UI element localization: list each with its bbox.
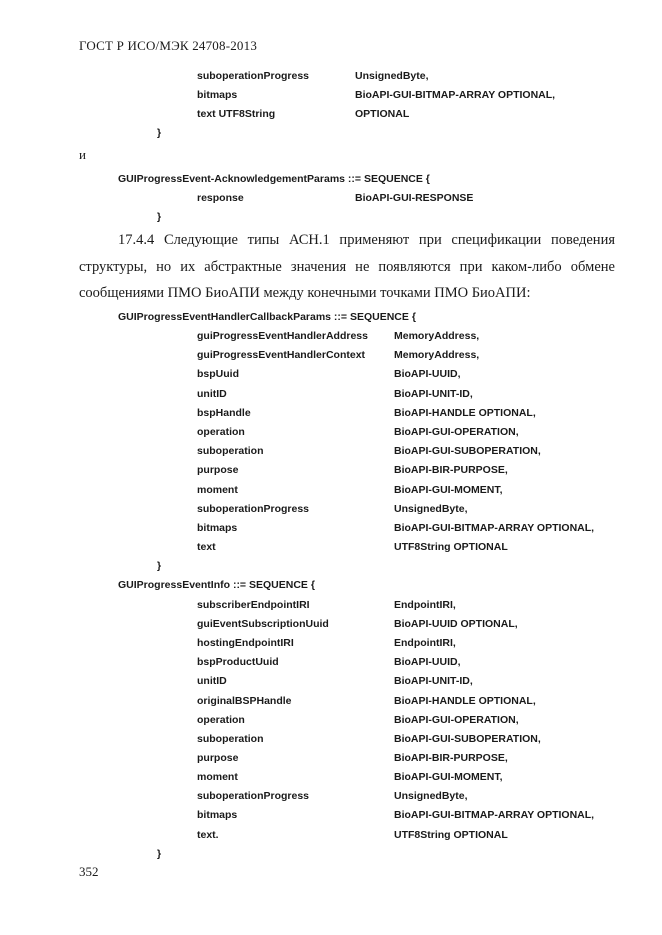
field-name: suboperation <box>197 445 264 457</box>
field-type: UTF8String OPTIONAL <box>394 829 508 841</box>
document-header: ГОСТ Р ИСО/МЭК 24708-2013 <box>79 38 258 53</box>
field-name: bspUuid <box>197 368 239 380</box>
field-name: moment <box>197 771 238 783</box>
field-type: MemoryAddress, <box>394 330 480 342</box>
closing-brace: } <box>157 560 162 572</box>
field-name: suboperationProgress <box>197 70 310 82</box>
field-name: text UTF8String <box>197 108 276 120</box>
field-type: BioAPI-GUI-OPERATION, <box>394 714 519 726</box>
field-name: subscriberEndpointIRI <box>197 599 310 611</box>
field-type: BioAPI-GUI-OPERATION, <box>394 426 519 438</box>
field-name: suboperationProgress <box>197 503 310 515</box>
field-name: operation <box>197 714 245 726</box>
closing-brace: } <box>157 211 162 223</box>
field-name: bspProductUuid <box>197 656 279 668</box>
field-type: BioAPI-BIR-PURPOSE, <box>394 464 508 476</box>
field-type: BioAPI-UUID, <box>394 368 461 380</box>
field-type: UTF8String OPTIONAL <box>394 541 508 553</box>
field-type: MemoryAddress, <box>394 349 480 361</box>
field-type: BioAPI-HANDLE OPTIONAL, <box>394 695 536 707</box>
field-type: BioAPI-UUID, <box>394 656 461 668</box>
closing-brace: } <box>157 127 162 139</box>
sequence-heading: GUIProgressEventHandlerCallbackParams ::= SEQUENCE { <box>118 311 416 323</box>
field-type: BioAPI-BIR-PURPOSE, <box>394 752 508 764</box>
field-name: bspHandle <box>197 407 251 419</box>
sequence-heading: GUIProgressEventInfo ::= SEQUENCE { <box>118 579 315 591</box>
field-name: text. <box>197 829 219 841</box>
field-type: BioAPI-HANDLE OPTIONAL, <box>394 407 536 419</box>
field-type: BioAPI-GUI-SUBOPERATION, <box>394 445 541 457</box>
field-type: BioAPI-GUI-RESPONSE <box>355 192 474 204</box>
field-type: BioAPI-UNIT-ID, <box>394 388 473 400</box>
field-type: BioAPI-GUI-MOMENT, <box>394 484 503 496</box>
field-name: bitmaps <box>197 809 238 821</box>
field-name: unitID <box>197 675 227 687</box>
field-name: text <box>197 541 216 553</box>
field-name: purpose <box>197 752 239 764</box>
field-name: moment <box>197 484 238 496</box>
field-name: suboperationProgress <box>197 790 310 802</box>
field-name: bitmaps <box>197 89 238 101</box>
field-type: EndpointIRI, <box>394 637 456 649</box>
paragraph-line: сообщениями ПМО БиоАПИ между конечными точками ПМО БиоАПИ: <box>79 285 531 301</box>
field-name: suboperation <box>197 733 264 745</box>
field-type: UnsignedByte, <box>394 790 468 802</box>
field-type: BioAPI-UNIT-ID, <box>394 675 473 687</box>
field-name: bitmaps <box>197 522 238 534</box>
field-type: UnsignedByte, <box>355 70 429 82</box>
field-name: guiProgressEventHandlerAddress <box>197 330 368 342</box>
field-name: guiEventSubscriptionUuid <box>197 618 329 630</box>
field-type: BioAPI-GUI-BITMAP-ARRAY OPTIONAL, <box>394 522 595 534</box>
field-type: BioAPI-GUI-SUBOPERATION, <box>394 733 541 745</box>
sequence-heading: GUIProgressEvent-AcknowledgementParams ::= SEQUENCE { <box>118 173 430 185</box>
field-name: operation <box>197 426 245 438</box>
field-name: unitID <box>197 388 227 400</box>
field-type: EndpointIRI, <box>394 599 456 611</box>
field-name: hostingEndpointIRI <box>197 637 294 649</box>
field-name: purpose <box>197 464 239 476</box>
field-type: BioAPI-UUID OPTIONAL, <box>394 618 518 630</box>
conjunction: и <box>79 147 86 162</box>
field-name: response <box>197 192 244 204</box>
page-number: 352 <box>79 864 99 879</box>
field-type: UnsignedByte, <box>394 503 468 515</box>
field-type: OPTIONAL <box>355 108 410 120</box>
field-name: guiProgressEventHandlerContext <box>197 349 366 361</box>
closing-brace: } <box>157 848 162 860</box>
field-type: BioAPI-GUI-BITMAP-ARRAY OPTIONAL, <box>394 809 595 821</box>
field-type: BioAPI-GUI-BITMAP-ARRAY OPTIONAL, <box>355 89 556 101</box>
field-type: BioAPI-GUI-MOMENT, <box>394 771 503 783</box>
field-name: originalBSPHandle <box>197 695 292 707</box>
paragraph-line: 17.4.4 Следующие типы АСН.1 применяют при спецификации поведения <box>118 232 615 248</box>
paragraph-line: структуры, но их абстрактные значения не появляются при каком-либо обмене <box>79 259 615 275</box>
